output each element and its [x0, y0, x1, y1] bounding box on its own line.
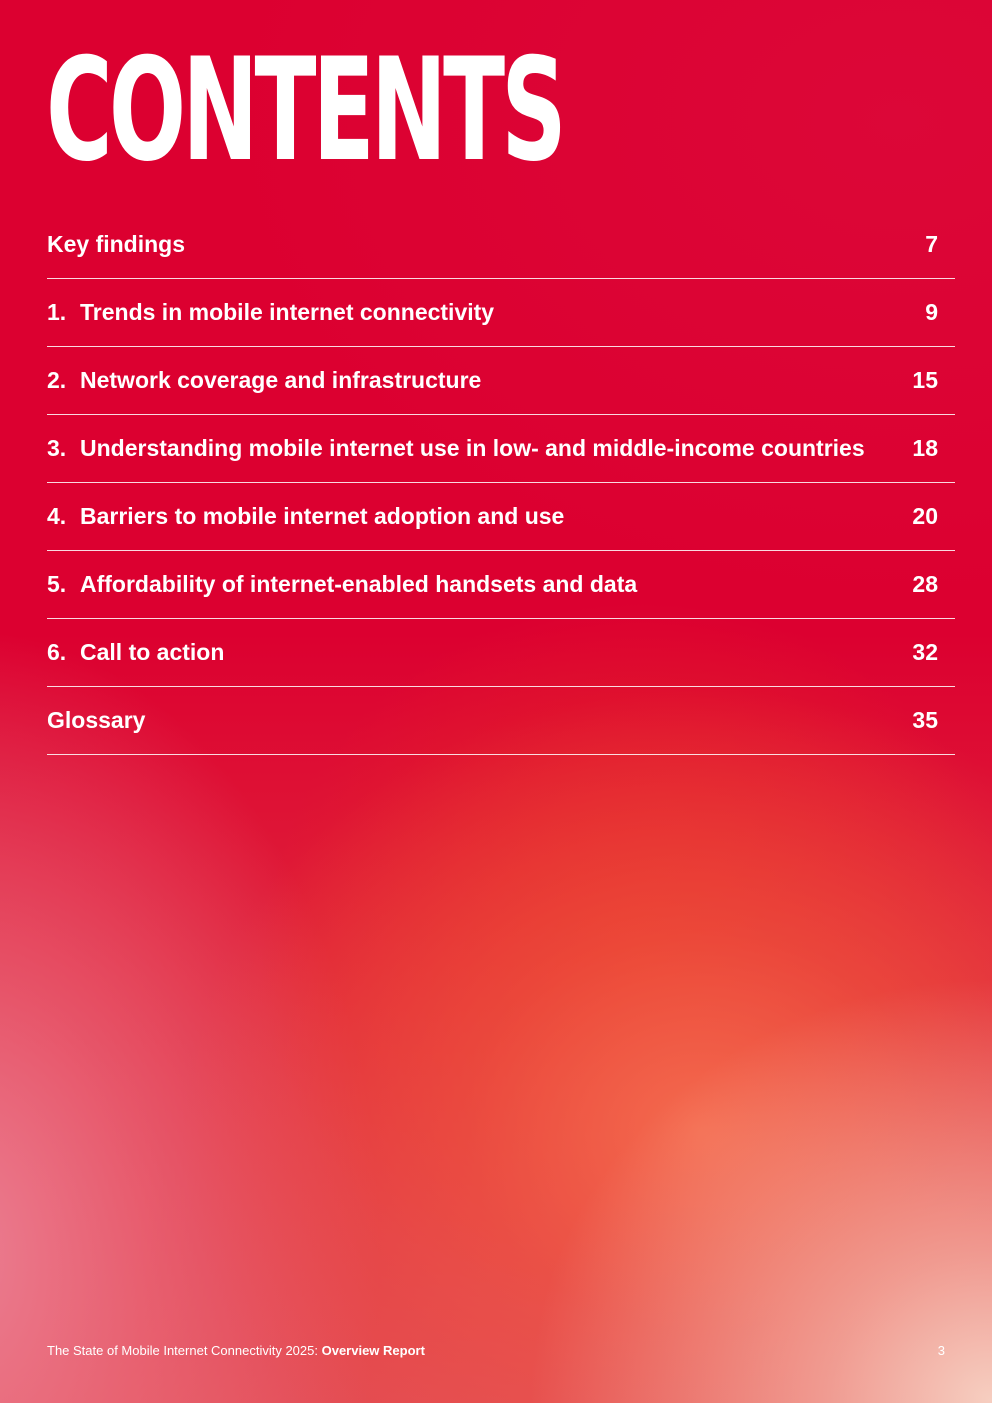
toc-item-page: 32 — [912, 639, 938, 665]
toc-item-number: 1. — [47, 299, 67, 325]
toc-item-page: 15 — [912, 367, 938, 393]
footer-report-name: The State of Mobile Internet Connectivity 2025: — [47, 1343, 322, 1358]
footer-page-number: 3 — [937, 1343, 945, 1358]
toc-item-barriers[interactable] — [47, 483, 955, 551]
toc-item-understanding-use[interactable] — [47, 415, 955, 483]
toc-item-affordability[interactable] — [47, 551, 955, 619]
toc-item-number: 6. — [47, 639, 67, 665]
toc-item-number: 5. — [47, 571, 67, 597]
toc-item-label: Affordability of internet-enabled handsets and data — [80, 571, 638, 597]
toc-item-call-to-action[interactable] — [47, 619, 955, 687]
toc-item-label: Trends in mobile internet connectivity — [80, 299, 495, 325]
toc-item-label: Key findings — [47, 231, 186, 257]
page-title: CONTENTS — [46, 28, 563, 193]
toc-item-trends[interactable] — [47, 279, 955, 347]
toc-item-number: 2. — [47, 367, 67, 393]
toc-item-network-coverage[interactable] — [47, 347, 955, 415]
table-of-contents — [47, 211, 955, 755]
toc-item-page: 7 — [925, 231, 938, 257]
page-footer — [47, 1343, 945, 1358]
toc-item-key-findings[interactable] — [47, 211, 955, 279]
toc-item-page: 20 — [912, 503, 938, 529]
toc-item-number: 3. — [47, 435, 67, 461]
toc-item-page: 35 — [912, 707, 938, 733]
toc-item-page: 28 — [912, 571, 938, 597]
footer-report-title — [47, 1343, 425, 1358]
footer-report-subtitle: Overview Report — [321, 1343, 425, 1358]
toc-item-number: 4. — [47, 503, 67, 529]
toc-item-page: 18 — [912, 435, 938, 461]
toc-item-label: Understanding mobile internet use in low- and middle-income countries — [80, 435, 865, 461]
toc-item-page: 9 — [925, 299, 938, 325]
toc-item-glossary[interactable] — [47, 687, 955, 755]
toc-item-label: Glossary — [47, 707, 146, 733]
toc-item-label: Barriers to mobile internet adoption and use — [80, 503, 565, 529]
toc-item-label: Call to action — [80, 639, 225, 665]
toc-item-label: Network coverage and infrastructure — [80, 367, 482, 393]
